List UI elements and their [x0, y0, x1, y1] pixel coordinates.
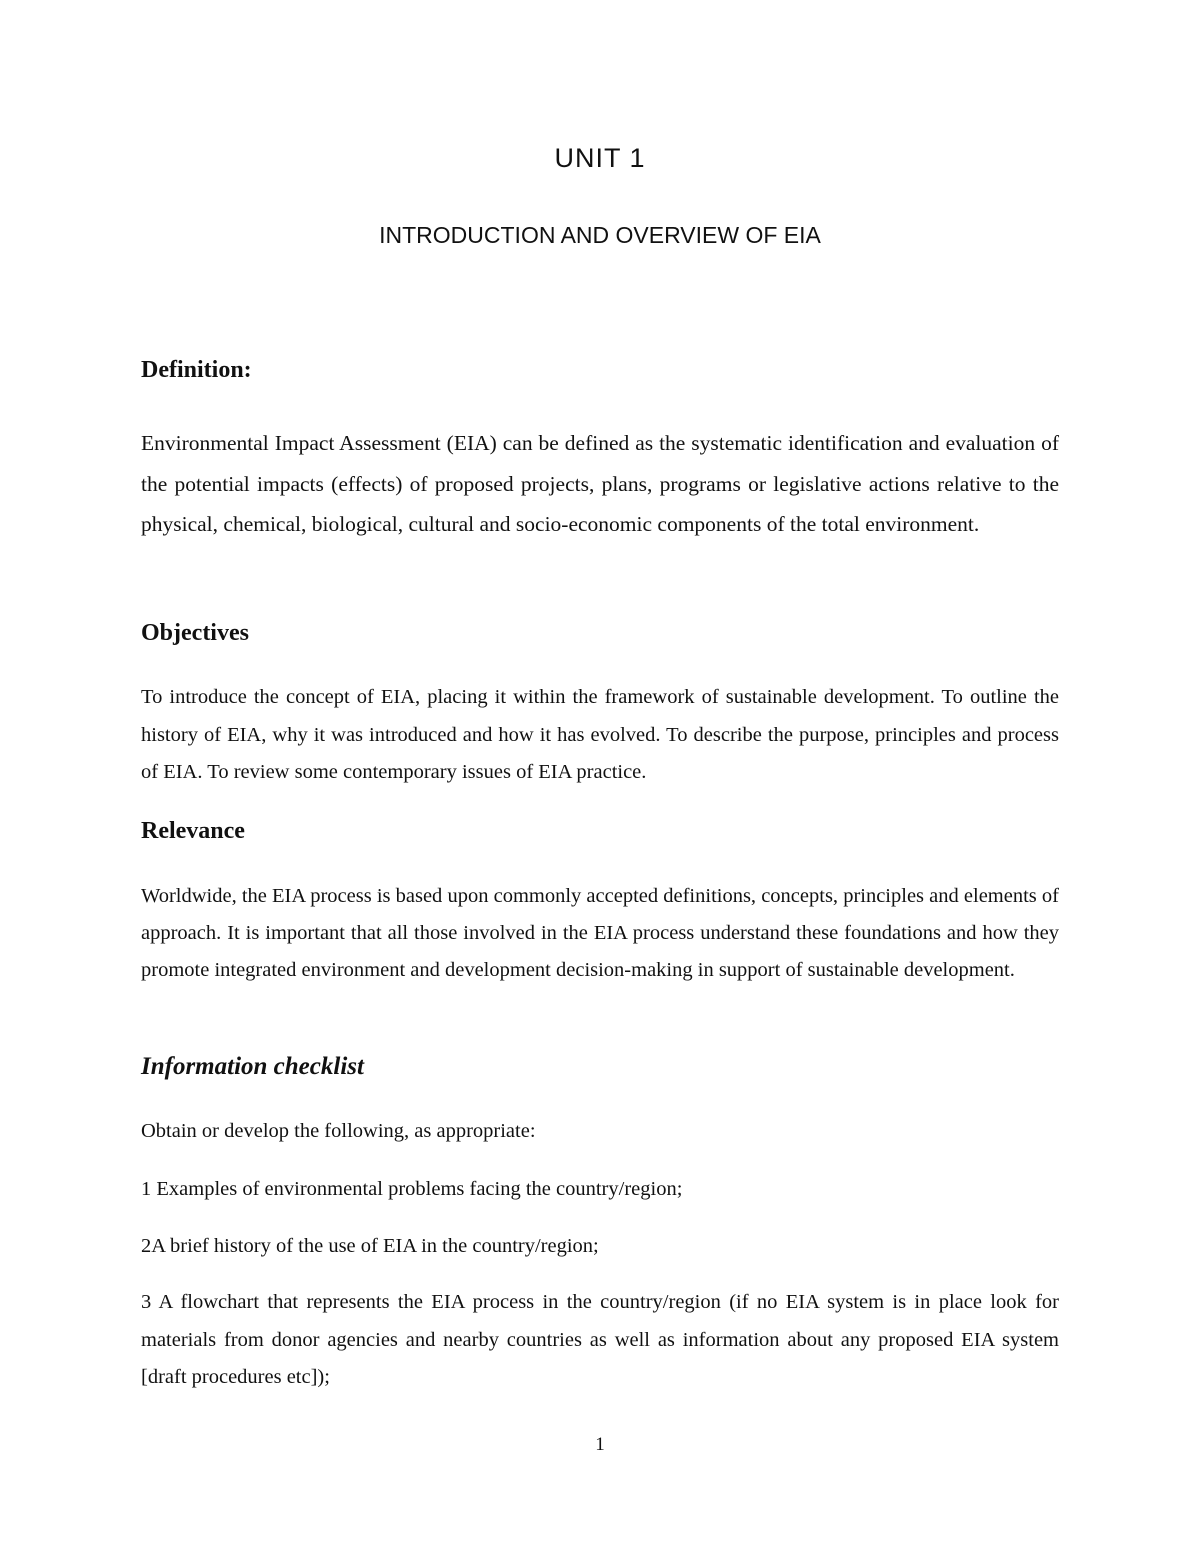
checklist-intro: Obtain or develop the following, as appropriate: [141, 1120, 536, 1142]
checklist-heading: Information checklist [141, 1053, 364, 1080]
page-number: 1 [595, 1434, 605, 1455]
objectives-text: To introduce the concept of EIA, placing it within the framework of sustainable development. To outline the history of EIA, why it was introduced and how it has evolved. To describe the purpose, principles and process of EIA. To review some contemporary issues of EIA practice. [141, 686, 1059, 783]
checklist-item: 3 A flowchart that represents the EIA process in the country/region (if no EIA system is in place look for materials from donor agencies and nearby countries as well as information about any proposed EIA system [draft procedures etc]); [141, 1291, 1059, 1388]
definition-text: Environmental Impact Assessment (EIA) can be defined as the systematic identification and evaluation of the potential impacts (effects) of proposed projects, plans, programs or legislative actions relative to the physical, chemical, biological, cultural and socio-economic components of the total environment. [141, 431, 1059, 537]
relevance-text: Worldwide, the EIA process is based upon commonly accepted definitions, concepts, principles and elements of approach. It is important that all those involved in the EIA process understand these foundations and how they promote integrated environment and development decision-making in support of sustainable development. [141, 885, 1059, 981]
checklist-item: 2A brief history of the use of EIA in the country/region; [141, 1235, 599, 1257]
definition-heading: Definition: [141, 357, 252, 383]
unit-title: UNIT 1 [554, 143, 646, 173]
unit-subtitle: INTRODUCTION AND OVERVIEW OF EIA [379, 222, 821, 248]
relevance-heading: Relevance [141, 818, 245, 844]
checklist-item: 1 Examples of environmental problems facing the country/region; [141, 1178, 683, 1200]
objectives-heading: Objectives [141, 620, 249, 646]
